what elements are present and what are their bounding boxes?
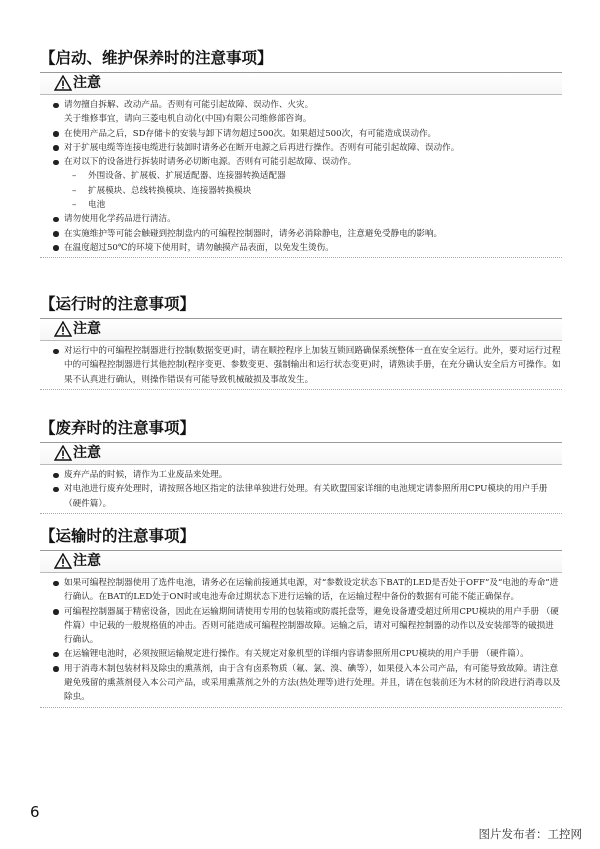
- startup-maintenance-section: [40, 48, 562, 258]
- sub-item: – 外围设备、扩展板、扩展适配器、连接器转换适配器: [64, 169, 562, 183]
- warning-triangle-icon: [54, 553, 72, 569]
- bullet-icon: [53, 103, 59, 109]
- bullet-icon: [53, 609, 59, 615]
- caution-list: [40, 468, 562, 511]
- section-title: 【启动、维护保养时的注意事项】: [40, 49, 273, 67]
- list-item: 在使用产品之后，SD存储卡的安装与卸下请勿超过500次。如果超过500次，有可能造成误动作。: [40, 127, 562, 141]
- list-item: 对电池进行废弃处理时，请按照各地区指定的法律单独进行处理。有关欧盟国家详细的电池规定请参照所用CPU模块的用户手册 （硬件篇）。: [40, 482, 562, 511]
- sub-item: – 电池: [64, 198, 562, 212]
- section-divider: [40, 389, 562, 390]
- warning-triangle-icon: [54, 321, 72, 337]
- bullet-icon: [53, 160, 59, 166]
- list-item: 在运输锂电池时，必须按照运输规定进行操作。有关规定对象机型的详细内容请参照所用CPU模块的用户手册 （硬件篇）。: [40, 647, 562, 661]
- list-item: 在温度超过50℃的环境下使用时，请勿触摸产品表面，以免发生烫伤。: [40, 241, 562, 255]
- bullet-icon: [53, 245, 59, 251]
- list-item: 如果可编程控制器使用了选件电池，请务必在运输前接通其电源，对“参数设定状态下BAT的LED是否处于OFF”及“电池的寿命”进行确认。在BAT的LED处于ON时或电池寿命过期状态下进行运输的话，在运输过程中备份的数据有可能不能正确保存。: [40, 576, 562, 605]
- list-item: 用于消毒木制包装材料及除虫的熏蒸剂，由于含有卤系物质（氟、氯、溴、碘等），如果侵入本公司产品，有可能导致故障。请注意避免残留的熏蒸剂侵入本公司产品，或采用熏蒸剂之外的方法(热处理等)进行处理。并且，请在包装前还为木材的阶段进行消毒以及除虫。: [40, 662, 562, 705]
- list-item: 在实施维护等可能会触碰到控制盘内的可编程控制器时，请务必消除静电，注意避免受静电的影响。: [40, 227, 562, 241]
- caution-list: [40, 344, 562, 387]
- bullet-icon: [53, 217, 59, 223]
- warning-triangle-icon: [54, 75, 72, 91]
- caution-label: 注意: [73, 75, 101, 91]
- bullet-icon: [53, 473, 59, 479]
- section-divider: [40, 513, 562, 514]
- bullet-icon: [53, 145, 59, 151]
- section-divider: [40, 707, 562, 708]
- section-title: 【运行时的注意事项】: [40, 295, 196, 313]
- transport-section: [40, 526, 562, 708]
- page-number: 6: [30, 803, 40, 821]
- caution-header: [40, 72, 562, 95]
- list-item: 废弃产品的时候，请作为工业废品来处理。: [40, 468, 562, 482]
- section-divider: [40, 257, 562, 258]
- bullet-icon: [53, 666, 59, 672]
- caution-label: 注意: [73, 321, 101, 337]
- bullet-icon: [53, 131, 59, 137]
- sub-item: – 扩展模块、总线转换模块、连接器转换模块: [64, 184, 562, 198]
- list-item: 请勿擅自拆解、改动产品。否则有可能引起故障、误动作、火灾。 关于维修事宜，请向三菱电机自动化(中国)有限公司维修部咨询。: [40, 98, 562, 127]
- bullet-icon: [53, 349, 59, 355]
- caution-label: 注意: [73, 553, 101, 569]
- list-item: 请勿使用化学药品进行清洁。: [40, 212, 562, 226]
- section-title: 【运输时的注意事项】: [40, 527, 196, 545]
- caution-list: [40, 576, 562, 705]
- section-title: 【废弃时的注意事项】: [40, 419, 196, 437]
- bullet-icon: [53, 652, 59, 658]
- caution-header: [40, 318, 562, 341]
- bullet-icon: [53, 581, 59, 587]
- list-item: 在对以下的设备进行拆装时请务必切断电源。否则有可能引起故障、误动作。 – 外围设备、扩展板、扩展适配器、连接器转换适配器 – 扩展模块、总线转换模块、连接器转换模块 – 电池: [40, 155, 562, 212]
- dash-icon: –: [72, 200, 77, 211]
- caution-header: [40, 550, 562, 573]
- bullet-icon: [53, 487, 59, 493]
- list-item: 对于扩展电缆等连接电缆进行装卸时请务必在断开电源之后再进行操作。否则有可能引起故障、误动作。: [40, 141, 562, 155]
- operation-section: [40, 294, 562, 390]
- caution-header: [40, 442, 562, 465]
- dash-icon: –: [72, 171, 77, 182]
- bullet-icon: [53, 231, 59, 237]
- disposal-section: [40, 418, 562, 514]
- dash-icon: –: [72, 185, 77, 196]
- list-item: 对运行中的可编程控制器进行控制(数据变更)时，请在顺控程序上加装互锁回路确保系统整体一直在安全运行。此外，要对运行过程中的可编程控制器进行其他控制(程序变更、参数变更、强制输出和运行状态变更)时，请熟读手册，在充分确认安全后方可操作。如果不认真进行确认，则操作错误有可能导致机械破损及事故发生。: [40, 344, 562, 387]
- caution-list: [40, 98, 562, 255]
- publisher-watermark: 图片发布者：工控网: [478, 827, 582, 841]
- caution-label: 注意: [73, 445, 101, 461]
- warning-triangle-icon: [54, 445, 72, 461]
- list-item: 可编程控制器属于精密设备，因此在运输期间请使用专用的包装箱或防震托盘等，避免设备遭受超过所用CPU模块的用户手册 （硬件篇）中记载的一般规格值的冲击。否则可能造成可编程控制器故障。运输之后，请对可编程控制器的动作以及安装部等的破损进行确认。: [40, 605, 562, 648]
